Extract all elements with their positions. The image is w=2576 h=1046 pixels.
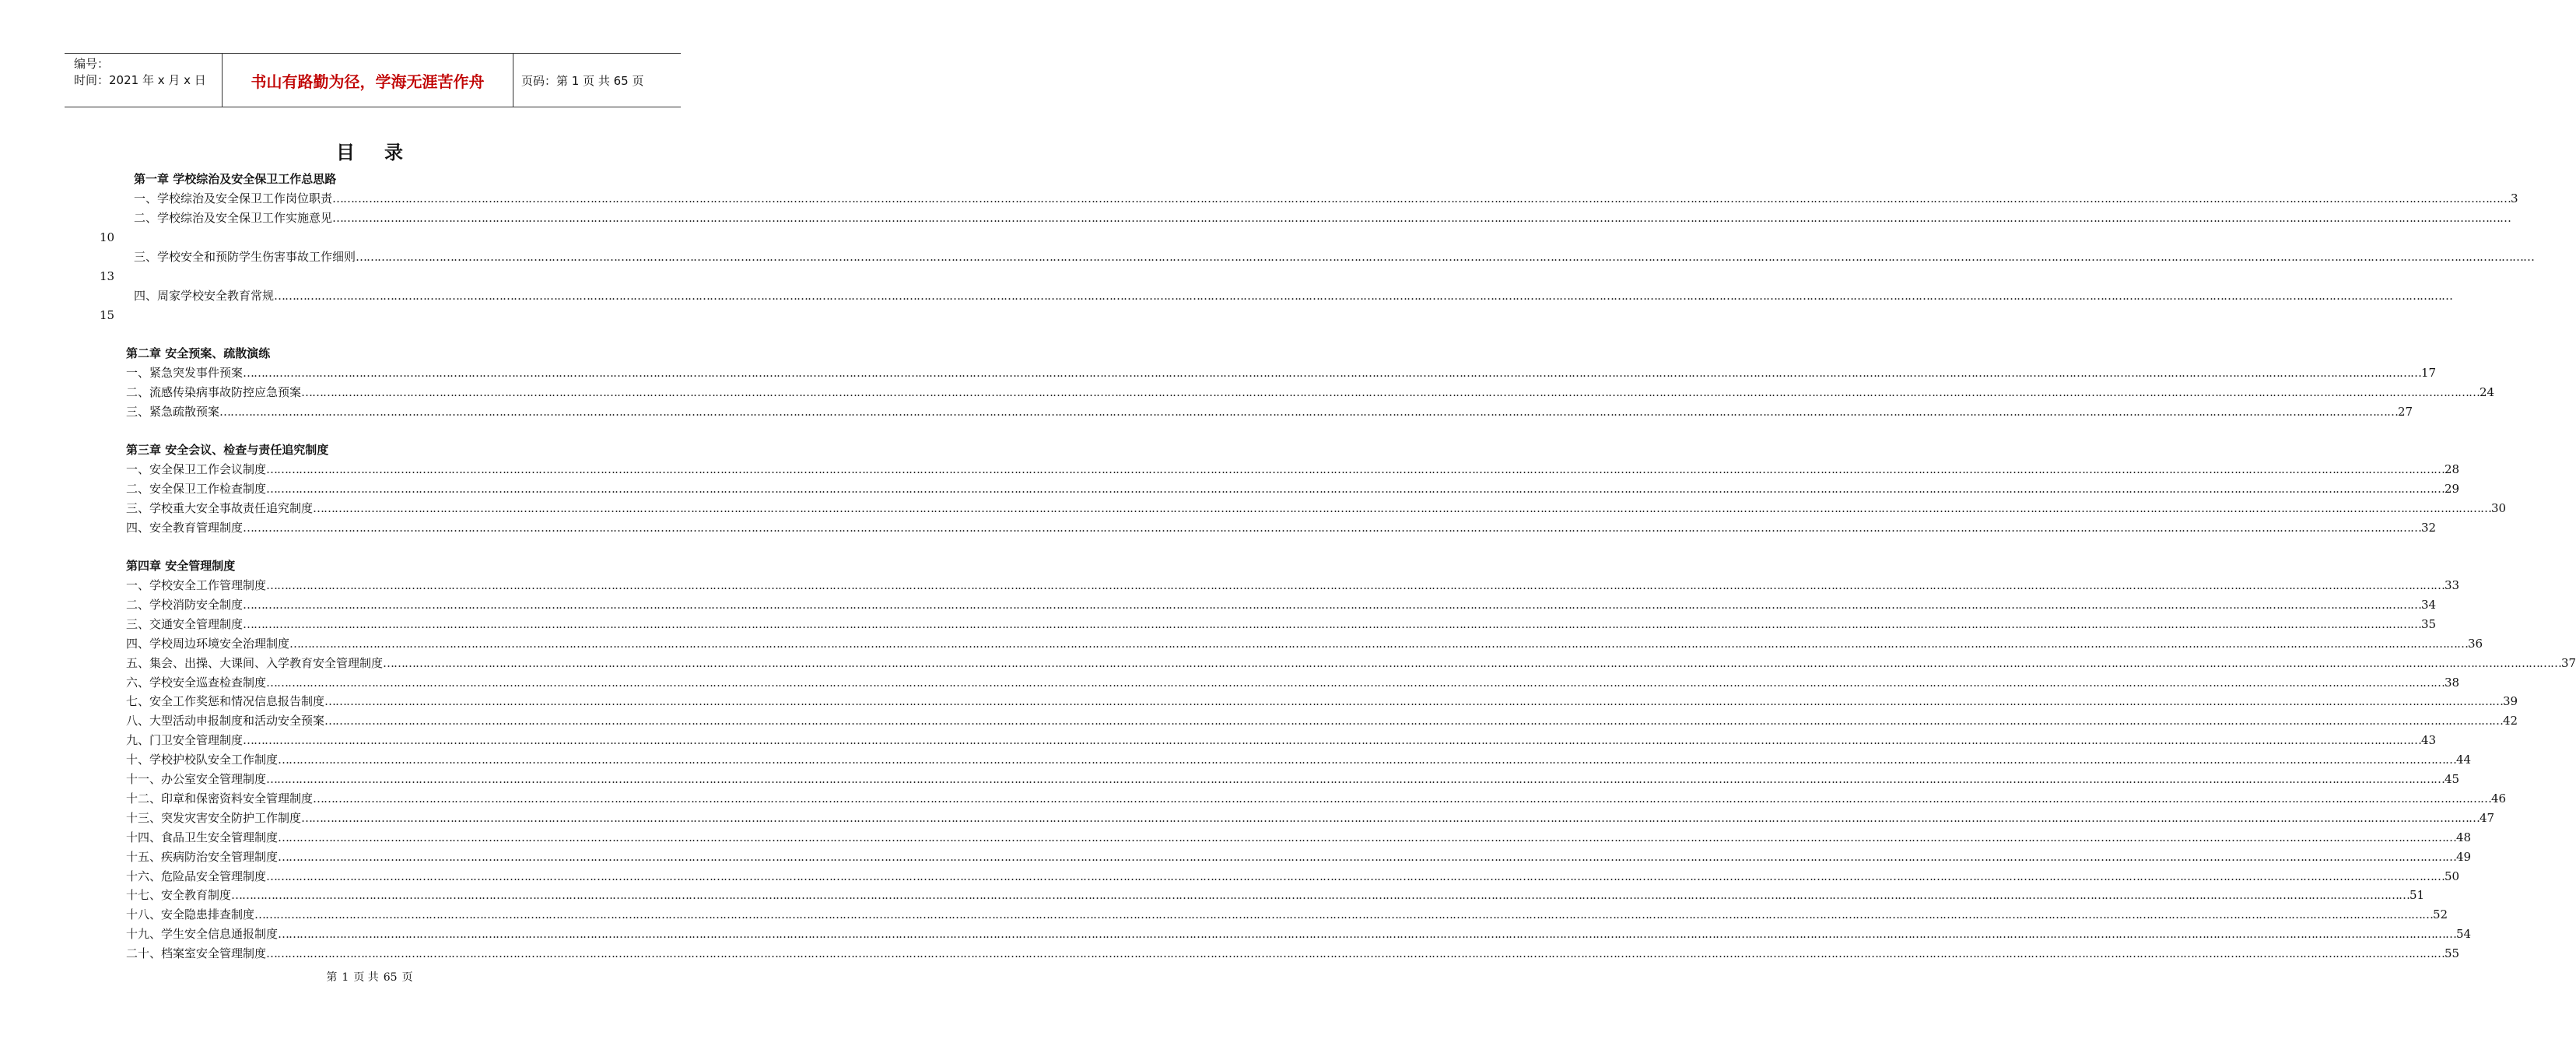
toc-entry-label: 二十、档案室安全管理制度: [126, 946, 267, 961]
toc-leader-dots: ……………………………………………………………………………………………………………………………………………………………………………………………………………………………………………………………………………………………………………………………………………………………………………………………………………………………………………………………………………………………………………………………………………………: [243, 597, 2422, 612]
toc-entry-page: 50: [2445, 869, 2460, 883]
page-header: [65, 53, 681, 107]
toc-entry-label: 四、安全教育管理制度: [126, 520, 244, 535]
toc-entry[interactable]: [126, 402, 2413, 421]
toc-leader-dots: ……………………………………………………………………………………………………………………………………………………………………………………………………………………………………………………………………………………………………………………………………………………………………………………………………………………………………………………………………………………………………………………………………………………: [219, 404, 2399, 419]
toc-entry-label: 十、学校护校队安全工作制度: [126, 753, 279, 767]
toc-entry-page: 47: [2480, 810, 2495, 825]
toc-entry[interactable]: [126, 634, 2483, 653]
toc-entry-label: 十五、疾病防治安全管理制度: [126, 849, 279, 864]
toc-leader-dots: ……………………………………………………………………………………………………………………………………………………………………………………………………………………………………………………………………………………………………………………………………………………………………………………………………………………………………………………………………………………………………………………………………………………: [324, 694, 2504, 709]
toc-entry-page: 55: [2445, 946, 2460, 961]
toc-leader-dots: ……………………………………………………………………………………………………………………………………………………………………………………………………………………………………………………………………………………………………………………………………………………………………………………………………………………………………………………………………………………………………………………………………………………: [266, 481, 2445, 496]
header-motto: 书山有路勤为径，学海无涯苦作舟: [223, 54, 513, 107]
toc-entry[interactable]: [134, 247, 2535, 266]
toc-entry-page: 10: [100, 230, 115, 244]
toc-entry-label: 十二、印章和保密资料安全管理制度: [126, 791, 314, 806]
toc-entry[interactable]: [126, 692, 2518, 711]
time-label: 时间：2021 年 x 月 x 日: [74, 73, 206, 87]
toc-entry-page: 37: [2561, 655, 2576, 670]
toc-leader-dots: ……………………………………………………………………………………………………………………………………………………………………………………………………………………………………………………………………………………………………………………………………………………………………………………………………………………………………………………………………………………………………………………………………………………: [324, 714, 2504, 728]
toc-entry-label: 一、安全保卫工作会议制度: [126, 462, 267, 476]
toc-entry-page: 39: [2503, 694, 2518, 709]
toc-leader-dots: ……………………………………………………………………………………………………………………………………………………………………………………………………………………………………………………………………………………………………………………………………………………………………………………………………………………………………………………………………………………………………………………………………………………: [301, 810, 2480, 825]
footer-mid: 页 共: [353, 971, 379, 984]
toc-entry-page: 28: [2445, 462, 2460, 476]
chapter-title: 第一章 学校综治及安全保卫工作总思路: [134, 172, 337, 186]
toc-title: 目录: [336, 141, 433, 163]
toc-leader-dots: ……………………………………………………………………………………………………………………………………………………………………………………………………………………………………………………………………………………………………………………………………………………………………………………………………………………………………………………………………………………………………………………………………………………: [266, 675, 2445, 690]
toc-entry[interactable]: [126, 770, 2460, 788]
toc-entry-label: 十七、安全教育制度: [126, 888, 232, 903]
toc-entry-label: 十三、突发灾害安全防护工作制度: [126, 810, 302, 825]
toc-entry[interactable]: [126, 479, 2460, 498]
toc-entry-page: 13: [100, 269, 115, 283]
toc-entry-page: 52: [2433, 907, 2448, 922]
toc-entry-label: 十六、危险品安全管理制度: [126, 869, 267, 883]
toc-leader-dots: ……………………………………………………………………………………………………………………………………………………………………………………………………………………………………………………………………………………………………………………………………………………………………………………………………………………………………………………………………………………………………………………………………………………: [243, 366, 2422, 380]
chapter-title: 第四章 安全管理制度: [126, 559, 236, 573]
toc-entry[interactable]: [126, 595, 2437, 614]
toc-entry-label: 十四、食品卫生安全管理制度: [126, 830, 279, 844]
toc-entry-label: 二、学校综治及安全保卫工作实施意见: [134, 211, 333, 225]
chapter-title: 第三章 安全会议、检查与责任追究制度: [126, 443, 329, 457]
toc-leader-dots: ……………………………………………………………………………………………………………………………………………………………………………………………………………………………………………………………………………………………………………………………………………………………………………………………………………………………………………………………………………………………………………………………………………………: [243, 616, 2422, 631]
toc-entry[interactable]: [126, 789, 2507, 808]
toc-entry[interactable]: [126, 673, 2460, 692]
toc-entry-label: 五、集会、出操、大课间、入学教育安全管理制度: [126, 655, 384, 670]
toc-leader-dots: ……………………………………………………………………………………………………………………………………………………………………………………………………………………………………………………………………………………………………………………………………………………………………………………………………………………………………………………………………………………………………………………………………………………: [383, 655, 2562, 670]
header-page-info: 页码：第 1 页 共 65 页: [521, 73, 644, 88]
toc-leader-dots: ……………………………………………………………………………………………………………………………………………………………………………………………………………………………………………………………………………………………………………………………………………………………………………………………………………………………………………………………………………………………………………………………………………………: [278, 753, 2457, 767]
toc-entry-label: 二、学校消防安全制度: [126, 597, 244, 612]
header-meta: [65, 54, 223, 107]
toc-entry-label: 四、周家学校安全教育常规: [134, 289, 275, 303]
toc-entry-page: 36: [2468, 636, 2483, 651]
toc-entry-page: 44: [2456, 753, 2472, 767]
toc-entry-page: 29: [2445, 481, 2460, 496]
toc-entry-page: 45: [2445, 772, 2460, 786]
toc-entry-label: 八、大型活动申报制度和活动安全预案: [126, 714, 325, 728]
toc-entry-page: 33: [2445, 578, 2460, 592]
toc-leader-dots: ……………………………………………………………………………………………………………………………………………………………………………………………………………………………………………………………………………………………………………………………………………………………………………………………………………………………………………………………………………………………………………………………………………………: [278, 927, 2457, 942]
toc-leader-dots: ……………………………………………………………………………………………………………………………………………………………………………………………………………………………………………………………………………………………………………………………………………………………………………………………………………………………………………………………………………………………………………………………………………………: [266, 462, 2445, 476]
toc-entry-label: 十九、学生安全信息通报制度: [126, 927, 279, 942]
toc-entry-label: 六、学校安全巡查检查制度: [126, 675, 267, 690]
toc-entry-page: 38: [2445, 675, 2460, 690]
toc-entry[interactable]: [126, 925, 2472, 943]
toc-leader-dots: ……………………………………………………………………………………………………………………………………………………………………………………………………………………………………………………………………………………………………………………………………………………………………………………………………………………………………………………………………………………………………………………………………………………: [332, 191, 2511, 205]
toc-entry[interactable]: [134, 209, 2511, 227]
toc-entry-label: 十八、安全隐患排查制度: [126, 907, 255, 922]
toc-entry[interactable]: [126, 750, 2472, 769]
toc-entry[interactable]: [126, 654, 2576, 672]
toc-entry[interactable]: [134, 189, 2518, 208]
toc-leader-dots: ……………………………………………………………………………………………………………………………………………………………………………………………………………………………………………………………………………………………………………………………………………………………………………………………………………………………………………………………………………………………………………………………………………………: [278, 849, 2457, 864]
toc-entry[interactable]: [126, 867, 2460, 886]
toc-leader-dots: ……………………………………………………………………………………………………………………………………………………………………………………………………………………………………………………………………………………………………………………………………………………………………………………………………………………………………………………………………………………………………………………………………………………: [243, 733, 2422, 748]
toc-entry-label: 三、紧急疏散预案: [126, 404, 220, 419]
toc-entry[interactable]: [126, 615, 2437, 634]
toc-entry-label: 三、学校安全和预防学生伤害事故工作细则: [134, 250, 356, 264]
toc-leader-dots: ……………………………………………………………………………………………………………………………………………………………………………………………………………………………………………………………………………………………………………………………………………………………………………………………………………………………………………………………………………………………………………………………………………………: [313, 791, 2492, 806]
toc-entry-page: 34: [2421, 597, 2437, 612]
toc-entry[interactable]: [126, 905, 2448, 924]
toc-leader-dots: ……………………………………………………………………………………………………………………………………………………………………………………………………………………………………………………………………………………………………………………………………………………………………………………………………………………………………………………………………………………………………………………………………………………: [301, 384, 2480, 399]
toc-leader-dots: ……………………………………………………………………………………………………………………………………………………………………………………………………………………………………………………………………………………………………………………………………………………………………………………………………………………………………………………………………………………………………………………………………………………: [332, 211, 2511, 225]
toc-leader-dots: ……………………………………………………………………………………………………………………………………………………………………………………………………………………………………………………………………………………………………………………………………………………………………………………………………………………………………………………………………………………………………………………………………………………: [356, 250, 2535, 264]
toc-entry[interactable]: [126, 363, 2437, 382]
toc-entry[interactable]: [126, 828, 2472, 847]
toc-entry[interactable]: [126, 499, 2507, 518]
toc-entry-label: 一、学校综治及安全保卫工作岗位职责: [134, 191, 333, 205]
toc-entry-label: 四、学校周边环境安全治理制度: [126, 636, 290, 651]
toc-entry[interactable]: [126, 886, 2425, 904]
toc-entry-page: 30: [2491, 500, 2507, 515]
toc-entry-page: 42: [2503, 714, 2518, 728]
toc-leader-dots: ……………………………………………………………………………………………………………………………………………………………………………………………………………………………………………………………………………………………………………………………………………………………………………………………………………………………………………………………………………………………………………………………………………………: [266, 946, 2445, 961]
toc-entry-page: 17: [2421, 366, 2437, 380]
toc-leader-dots: ……………………………………………………………………………………………………………………………………………………………………………………………………………………………………………………………………………………………………………………………………………………………………………………………………………………………………………………………………………………………………………………………………………………: [266, 578, 2445, 592]
toc-entry-page: 54: [2456, 927, 2472, 942]
toc-entry[interactable]: [126, 711, 2518, 730]
toc-leader-dots: ……………………………………………………………………………………………………………………………………………………………………………………………………………………………………………………………………………………………………………………………………………………………………………………………………………………………………………………………………………………………………………………………………………………: [243, 520, 2422, 535]
toc-leader-dots: ……………………………………………………………………………………………………………………………………………………………………………………………………………………………………………………………………………………………………………………………………………………………………………………………………………………………………………………………………………………………………………………………………………………: [266, 772, 2445, 786]
footer-suffix: 页: [401, 971, 413, 984]
toc-entry-label: 十一、办公室安全管理制度: [126, 772, 267, 786]
page-footer: [0, 969, 739, 985]
toc-leader-dots: ……………………………………………………………………………………………………………………………………………………………………………………………………………………………………………………………………………………………………………………………………………………………………………………………………………………………………………………………………………………………………………………………………………………: [254, 907, 2434, 922]
toc-leader-dots: ……………………………………………………………………………………………………………………………………………………………………………………………………………………………………………………………………………………………………………………………………………………………………………………………………………………………………………………………………………………………………………………………………………………: [313, 500, 2492, 515]
toc-entry-page: 51: [2410, 888, 2425, 903]
toc-entry-page: 46: [2491, 791, 2507, 806]
toc-entry-label: 一、学校安全工作管理制度: [126, 578, 267, 592]
toc-leader-dots: ……………………………………………………………………………………………………………………………………………………………………………………………………………………………………………………………………………………………………………………………………………………………………………………………………………………………………………………………………………………………………………………………………………………: [289, 636, 2469, 651]
toc-entry-page: 27: [2398, 404, 2413, 419]
toc-entry[interactable]: [126, 731, 2437, 749]
toc-leader-dots: ……………………………………………………………………………………………………………………………………………………………………………………………………………………………………………………………………………………………………………………………………………………………………………………………………………………………………………………………………………………………………………………………………………………: [231, 888, 2410, 903]
toc-entry-label: 三、交通安全管理制度: [126, 616, 244, 631]
footer-total: 65: [383, 971, 398, 984]
toc-entry-label: 二、流感传染病事故防控应急预案: [126, 384, 302, 399]
toc-entry-label: 一、紧急突发事件预案: [126, 366, 244, 380]
toc-entry-page: 48: [2456, 830, 2472, 844]
footer-page: 1: [342, 971, 349, 984]
toc-entry-page: 24: [2480, 384, 2495, 399]
toc-leader-dots: ……………………………………………………………………………………………………………………………………………………………………………………………………………………………………………………………………………………………………………………………………………………………………………………………………………………………………………………………………………………………………………………………………………………: [278, 830, 2457, 844]
chapter-title: 第二章 安全预案、疏散演练: [126, 346, 271, 360]
toc-entry-label: 三、学校重大安全事故责任追究制度: [126, 500, 314, 515]
number-label: 编号：: [74, 57, 110, 71]
toc-entry[interactable]: [126, 518, 2437, 537]
footer-prefix: 第: [326, 971, 338, 984]
toc-entry[interactable]: [126, 576, 2460, 595]
toc-leader-dots: ……………………………………………………………………………………………………………………………………………………………………………………………………………………………………………………………………………………………………………………………………………………………………………………………………………………………………………………………………………………………………………………………………………………: [266, 869, 2445, 883]
toc-entry[interactable]: [126, 809, 2495, 827]
toc-entry[interactable]: [126, 460, 2460, 479]
toc-entry[interactable]: [126, 944, 2460, 963]
toc-entry-page: 49: [2456, 849, 2472, 864]
toc-entry[interactable]: [126, 383, 2495, 402]
toc-entry-label: 七、安全工作奖惩和情况信息报告制度: [126, 694, 325, 709]
toc-entry-page: 32: [2421, 520, 2437, 535]
toc-entry-label: 二、安全保卫工作检查制度: [126, 481, 267, 496]
toc-entry-page: 15: [100, 308, 115, 322]
toc-entry[interactable]: [134, 286, 2453, 305]
toc-entry-page: 3: [2511, 191, 2518, 205]
toc-leader-dots: ……………………………………………………………………………………………………………………………………………………………………………………………………………………………………………………………………………………………………………………………………………………………………………………………………………………………………………………………………………………………………………………………………………………: [274, 289, 2453, 303]
toc-entry-label: 九、门卫安全管理制度: [126, 733, 244, 748]
toc-entry[interactable]: [126, 848, 2472, 866]
toc-entry-page: 35: [2421, 616, 2437, 631]
toc-entry-page: 43: [2421, 733, 2437, 748]
